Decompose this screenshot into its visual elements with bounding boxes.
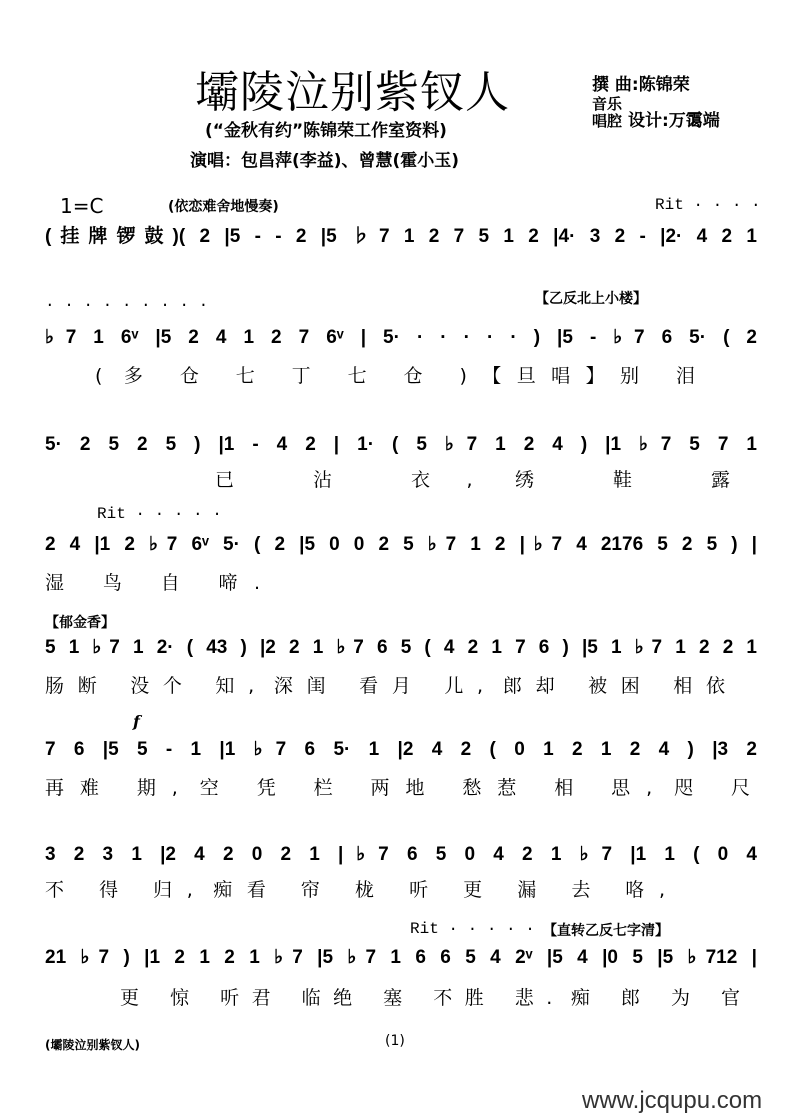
designer-credit: 设计:万霭端	[628, 111, 720, 131]
notation-line: 2 4 |1 2 ♭7 6ᵛ 5· ( 2 |5 0 0 2 5 ♭7 1 2 |♭7 4 2176 5 2 5 ) |	[45, 534, 757, 555]
lyrics-line: 不 得 归, 痴看 帘 栊 听 更 漏 去 咯,	[45, 879, 665, 901]
watermark: www.jcqupu.com	[582, 1087, 763, 1114]
rit-marking: Rit · · · · ·	[97, 505, 222, 523]
notation-line: ♭7 1 6ᵛ |5 2 4 1 2 7 6ᵛ | 5· · · · · · ) |5 - ♭7 6 5· ( 2	[45, 327, 757, 348]
rit-marking: Rit · · · · ·	[410, 920, 535, 938]
lyrics-line: 肠断 没个 知, 深闺 看月 儿, 郎却 被困 相依	[45, 675, 725, 697]
rit-marking: Rit · · · ·	[655, 196, 761, 214]
lyrics-line: ( 多 仓 七 丁 七 仓 )【旦唱】别 泪	[95, 365, 695, 387]
notation-line: 21 ♭7 ) |1 2 1 2 1 ♭7 |5 ♭7 1 6 6 5 4 2ᵛ |5 4 |0 5 |5 ♭712 |	[45, 947, 757, 968]
forte-marking: f	[133, 712, 140, 731]
singers: 演唱：包昌萍(李益)、曾慧(霍小玉)	[190, 151, 460, 171]
lyrics-line: 湿 鸟 自 啼.	[45, 572, 260, 594]
tempo-marking: (依恋难舍地慢奏)	[168, 199, 279, 215]
dots-marking: · · · · · · · · ·	[45, 296, 209, 314]
subtitle: (“金秋有约”陈锦荣工作室资料)	[205, 121, 447, 141]
score-title: 壩陵泣别紫钗人	[195, 67, 510, 118]
designer-label: 音乐 唱腔	[592, 95, 623, 130]
lyrics-line: 已 沾 衣, 绣 鞋 露	[215, 469, 730, 491]
footer-title: (壩陵泣别紫钗人)	[45, 1038, 140, 1052]
notation-line: 3 2 3 1 |2 4 2 0 2 1 |♭7 6 5 0 4 2 1 ♭7 |1 1 ( 0 4	[45, 844, 757, 865]
key-signature: 1=C	[60, 194, 104, 218]
section-label: 【乙反北上小楼】	[535, 291, 647, 307]
composer-credit: 撰 曲:陈锦荣	[592, 75, 690, 95]
lyrics-line: 再难 期, 空 凭 栏 两地 愁惹 相 思, 咫 尺	[45, 777, 750, 799]
page-number: (1)	[385, 1033, 405, 1049]
notation-line: 5· 2 5 2 5 ) |1 - 4 2 | 1· ( 5 ♭7 1 2 4 ) |1 ♭7 5 7 1	[45, 434, 757, 455]
notation-line: 7 6 |5 5 - 1 |1 ♭7 6 5· 1 |2 4 2 ( 0 1 2 1 2 4 ) |3 2	[45, 739, 757, 760]
section-label: 【郁金香】	[45, 615, 115, 631]
notation-line: 5 1 ♭7 1 2· ( 43 ) |2 2 1 ♭7 6 5 ( 4 2 1 7 6 ) |5 1 ♭7 1 2 2 1	[45, 637, 757, 658]
lyrics-line: 更 惊 听君 临绝 塞 不胜 悲. 痴 郎 为 官	[120, 987, 740, 1009]
section-label: 【直转乙反七字清】	[543, 923, 669, 939]
notation-line: (挂牌锣鼓)( 2 |5 - - 2 |5 ♭7 1 2 7 5 1 2 |4· 3 2 - |2· 4 2 1	[45, 226, 757, 247]
